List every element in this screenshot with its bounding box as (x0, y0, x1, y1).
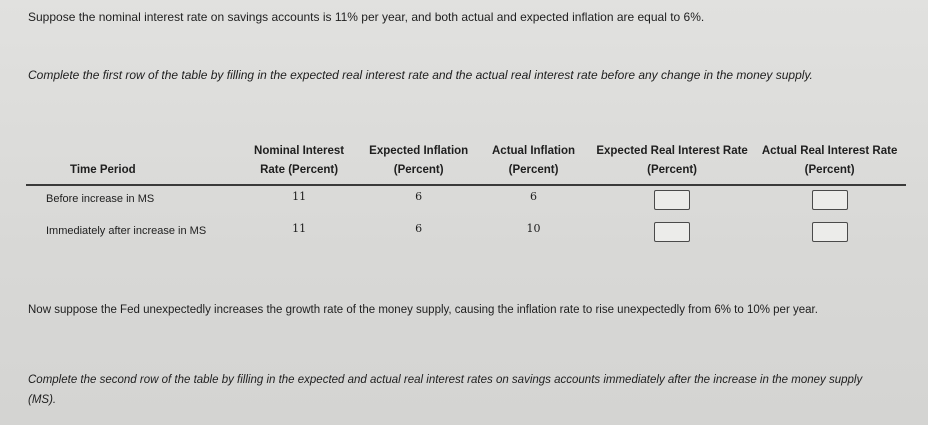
row-label-before: Before increase in MS (46, 193, 155, 205)
cell-expected-inflation-after: 6 (415, 222, 423, 235)
header-nominal-rate: Nominal Interest Rate (Percent) (237, 140, 361, 185)
intro-text: Suppose the nominal interest rate on savings accounts is 11% per year, and both actual and expected inflation are equal to 6%. (28, 10, 705, 24)
header-actual-inflation: Actual Inflation (Percent) (476, 140, 591, 185)
cell-expected-real-after (591, 218, 753, 250)
cell-expected-real-before (591, 185, 753, 218)
expected-real-rate-input-before[interactable] (654, 190, 690, 210)
cell-actual-real-after (753, 218, 906, 250)
table-header-row (26, 140, 906, 185)
cell-expected-inflation-before: 6 (415, 190, 423, 203)
actual-real-rate-input-before[interactable] (812, 190, 848, 210)
cell-nominal-before: 11 (292, 190, 307, 203)
header-time-period: Time Period (26, 140, 237, 185)
fed-scenario-text: Now suppose the Fed unexpectedly increases the growth rate of the money supply, causing the inflation rate to rise unexpectedly from 6% to 10% per year. (28, 304, 818, 316)
header-expected-inflation: Expected Inflation (Percent) (361, 140, 476, 185)
header-actual-real-rate: Actual Real Interest Rate (Percent) (753, 140, 906, 185)
instruction-second-row: Complete the second row of the table by filling in the expected and actual real interest rates on savings accounts immediately after the increase in the money supply (MS). (28, 374, 863, 406)
header-expected-real-rate: Expected Real Interest Rate (Percent) (591, 140, 753, 185)
table-row-before (26, 185, 906, 218)
cell-nominal-after: 11 (292, 222, 307, 235)
interest-rate-table (26, 140, 906, 250)
cell-actual-inflation-before: 6 (530, 190, 538, 203)
actual-real-rate-input-after[interactable] (812, 222, 848, 242)
cell-actual-real-before (753, 185, 906, 218)
cell-actual-inflation-after: 10 (526, 222, 541, 235)
row-label-after: Immediately after increase in MS (46, 225, 207, 237)
table-row-after (26, 218, 906, 250)
instruction-first-row: Complete the first row of the table by filling in the expected real interest rate and the actual real interest rate before any change in the money supply. (28, 68, 813, 82)
expected-real-rate-input-after[interactable] (654, 222, 690, 242)
